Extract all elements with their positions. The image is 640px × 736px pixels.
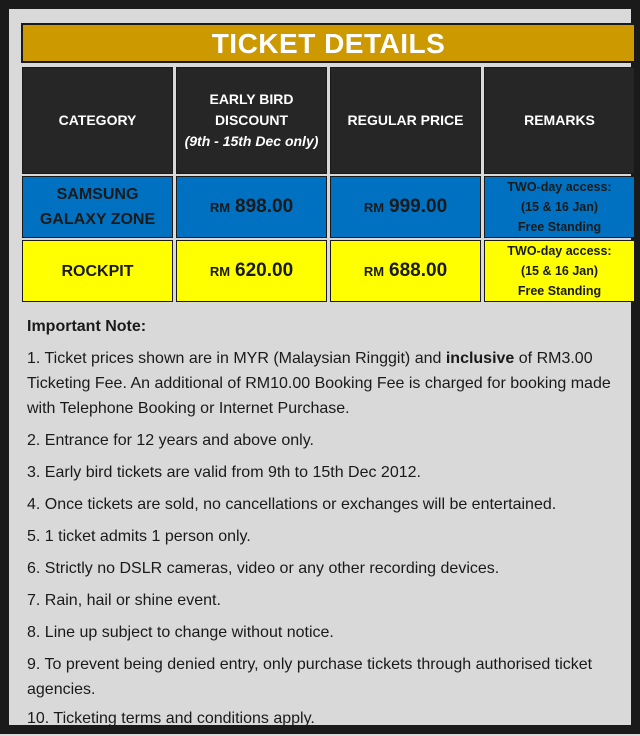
header-remarks-label: REMARKS [524, 112, 595, 128]
remark-line: Free Standing [517, 284, 602, 298]
notes-title: Important Note: [27, 318, 147, 335]
currency-label: RM [209, 199, 231, 215]
header-early-bird-note: (9th - 15th Dec only) [184, 133, 319, 149]
table-row-rockpit-early-price [176, 240, 327, 302]
note-item: 6. Strictly no DSLR cameras, video or any other recording devices. [27, 560, 500, 577]
table-row-rockpit-regular-price [330, 240, 481, 302]
currency-label: RM [363, 199, 385, 215]
category-line1: ROCKPIT [61, 262, 134, 280]
header-early-bird-line2: DISCOUNT [214, 112, 289, 128]
price-amount: 999.00 [389, 196, 448, 217]
remark-line: TWO-day access: [507, 180, 612, 194]
important-notes [27, 314, 627, 736]
remark-line: (15 & 16 Jan) [520, 200, 599, 214]
remark-line: TWO-day access: [507, 244, 612, 258]
category-line1: SAMSUNG [56, 186, 139, 203]
header-category [22, 67, 173, 174]
ticket-table [21, 66, 637, 303]
table-row-samsung-category [22, 176, 173, 238]
remark-line: Free Standing [517, 220, 602, 234]
header-regular-price-label: REGULAR PRICE [347, 112, 464, 128]
category-line2: GALAXY ZONE [39, 211, 156, 228]
price-amount: 898.00 [235, 196, 294, 217]
note-item: 8. Line up subject to change without notice. [27, 624, 334, 641]
note-item: 2. Entrance for 12 years and above only. [27, 432, 314, 449]
note-item: 9. To prevent being denied entry, only purchase tickets through authorised ticket agencies. [27, 656, 593, 698]
header-regular-price [330, 67, 481, 174]
note-text: of RM3.00 Ticketing Fee. An additional of RM10.00 Booking Fee is charged for booking made with Telephone Booking or Internet Purchase. [27, 350, 611, 417]
table-row-rockpit-remarks [484, 240, 635, 302]
table-row-samsung-remarks [484, 176, 635, 238]
header-early-bird-line1: EARLY BIRD [209, 91, 294, 107]
header-remarks [484, 67, 635, 174]
price-amount: 620.00 [235, 260, 294, 281]
note-item: 10. Ticketing terms and conditions apply. [27, 710, 315, 727]
note-item: 5. 1 ticket admits 1 person only. [27, 528, 251, 545]
note-text: 1. Ticket prices shown are in MYR (Malaysian Ringgit) and [27, 350, 446, 367]
note-bold-text: inclusive [445, 350, 515, 367]
note-item: 7. Rain, hail or shine event. [27, 592, 221, 609]
note-item: 4. Once tickets are sold, no cancellations or exchanges will be entertained. [27, 496, 557, 513]
page-title: TICKET DETAILS [21, 23, 636, 63]
note-item [27, 346, 627, 421]
table-row-rockpit-category [22, 240, 173, 302]
currency-label: RM [209, 263, 231, 279]
price-amount: 688.00 [389, 260, 448, 281]
table-row-samsung-regular-price [330, 176, 481, 238]
currency-label: RM [363, 263, 385, 279]
table-row-samsung-early-price [176, 176, 327, 238]
header-early-bird [176, 67, 327, 174]
note-item: 3. Early bird tickets are valid from 9th to 15th Dec 2012. [27, 464, 421, 481]
remark-line: (15 & 16 Jan) [520, 264, 599, 278]
header-category-label: CATEGORY [58, 112, 137, 128]
